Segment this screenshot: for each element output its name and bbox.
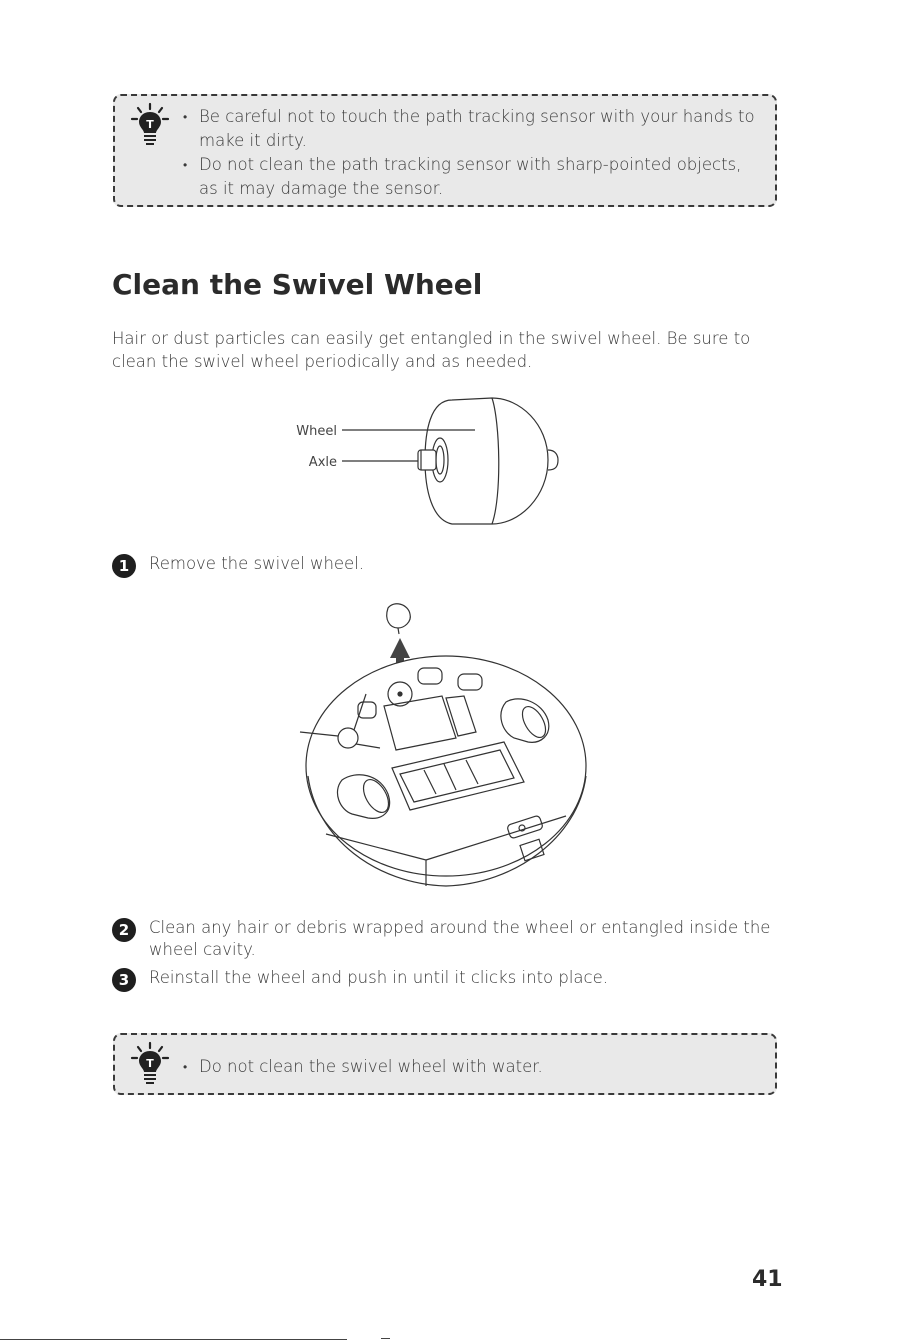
step-number: 3 [112,968,136,992]
footer-mark [381,1338,390,1339]
tip-icon-letter: T [146,118,154,131]
step-text: Remove the swivel wheel. [149,554,365,573]
tip-icon-letter: T [146,1057,154,1070]
lightbulb-tip-icon [129,102,171,148]
tip-box-bottom [113,1033,777,1095]
step-text: Clean any hair or debris wrapped around the wheel or entangled inside the wheel cavity. [149,918,771,959]
lightbulb-tip-icon [129,1041,171,1087]
section-intro: Hair or dust particles can easily get entangled in the swivel wheel. Be sure to clean the swivel wheel periodically and as needed. [112,329,751,371]
tip-item: • Do not clean the path tracking sensor with sharp-pointed objects, as it may damage the sensor. [183,153,757,201]
section-title: Clean the Swivel Wheel [112,268,483,301]
tip-item: • Be careful not to touch the path tracking sensor with your hands to make it dirty. [183,105,757,153]
tip-box-top [113,94,777,207]
tip-list [183,105,757,201]
step-text: Reinstall the wheel and push in until it clicks into place. [149,968,609,987]
label-axle: Axle [308,455,337,470]
label-wheel: Wheel [296,424,337,439]
robot-underside-illustration [296,598,592,890]
page-number: 41 [752,1267,783,1292]
tip-list [183,1055,757,1079]
swivel-wheel-illustration [280,392,580,528]
step-number: 2 [112,918,136,942]
footer-rule [0,1339,347,1340]
step-number: 1 [112,554,136,578]
tip-item: • Do not clean the swivel wheel with water. [183,1055,757,1079]
